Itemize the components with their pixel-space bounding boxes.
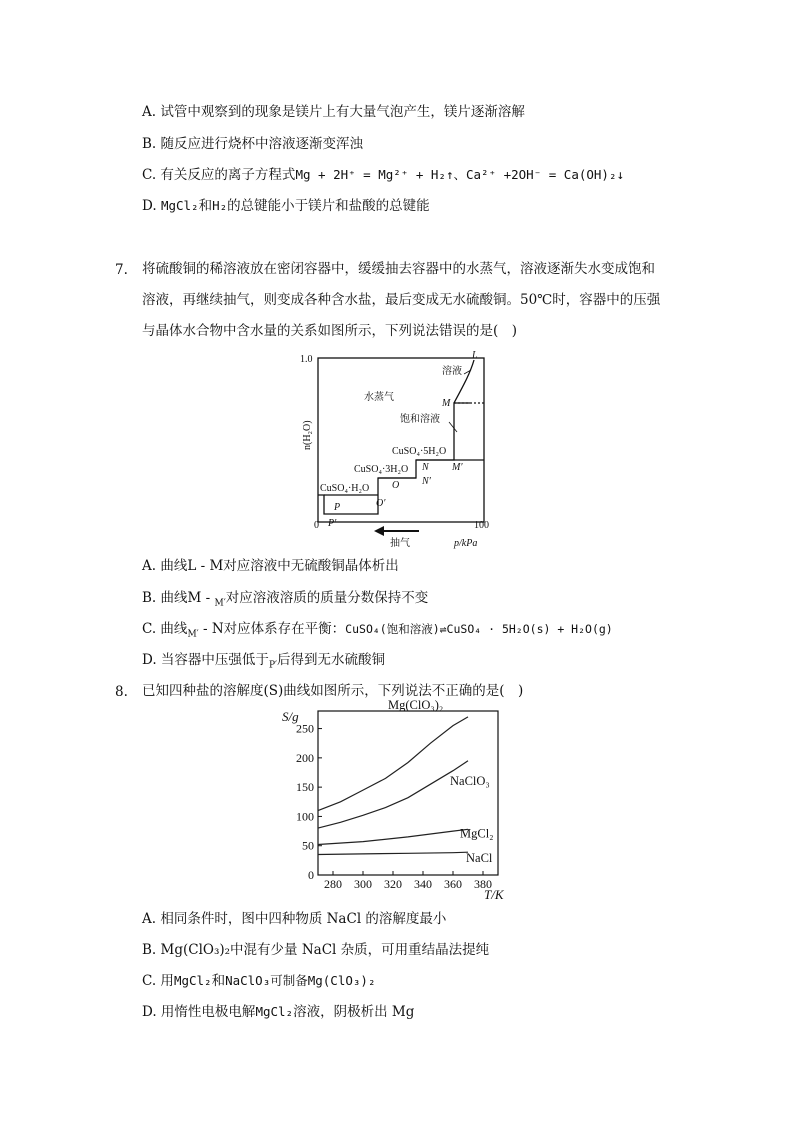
q8-option-c-pre: C. 用 bbox=[142, 973, 174, 989]
q7-option-b-pre: B. 曲线M - bbox=[142, 590, 215, 606]
q8-x-tick-label: 320 bbox=[384, 877, 402, 891]
q8-option-c bbox=[142, 972, 375, 990]
q8-option-d-f: MgCl₂ bbox=[255, 1004, 294, 1019]
q8-series-line bbox=[318, 852, 468, 854]
q8-y-tick-label: 50 bbox=[302, 838, 314, 853]
q7-label-solution: 溶液 bbox=[442, 366, 462, 377]
q6-option-d-prefix: D. bbox=[142, 198, 161, 214]
q7-x-origin: 0 bbox=[314, 520, 319, 531]
q7-label-saturated: 饱和溶液 bbox=[400, 414, 440, 425]
q7-option-c-mid: - N对应体系存在平衡： bbox=[198, 621, 346, 637]
q8-number: 8. bbox=[115, 684, 128, 700]
q7-option-c-pre: C. 曲线 bbox=[142, 621, 188, 637]
q8-option-a: A. 相同条件时，图中四种物质 NaCl 的溶解度最小 bbox=[142, 911, 447, 927]
q8-series-label: MgCl₂ bbox=[460, 826, 494, 841]
q8-stem: 已知四种盐的溶解度(S)曲线如图所示，下列说法不正确的是( ) bbox=[142, 683, 524, 699]
q8-series-label: NaClO₃ bbox=[450, 773, 490, 788]
q8-series-label: Mg(ClO₃)₂ bbox=[388, 697, 444, 712]
q7-option-c bbox=[142, 620, 613, 644]
q8-x-tick-label: 300 bbox=[354, 877, 372, 891]
q7-number: 7. bbox=[115, 262, 128, 278]
q7-stem-line3: 与晶体水合物中含水量的关系如图所示，下列说法错误的是( ) bbox=[142, 323, 518, 339]
q8-series-line bbox=[318, 717, 468, 811]
q7-label-O: O bbox=[392, 480, 400, 491]
q7-leader-saturated bbox=[449, 422, 457, 432]
q7-label-P: P bbox=[334, 502, 341, 513]
q8-option-c-mid: 和 bbox=[211, 973, 226, 989]
q6-option-c-text: C. 有关反应的离子方程式 bbox=[142, 167, 296, 183]
q7-label-L: L bbox=[472, 350, 478, 361]
q8-option-d-post: 溶液，阴极析出 Mg bbox=[293, 1004, 415, 1020]
q8-x-tick-label: 380 bbox=[474, 877, 492, 891]
q8-solubility-chart bbox=[272, 697, 520, 903]
q7-option-d-pre: D. 当容器中压强低于 bbox=[142, 652, 269, 668]
q7-label-M-prime: M′ bbox=[452, 462, 463, 473]
q7-plot-frame bbox=[318, 358, 484, 522]
q7-option-d-sub: P′ bbox=[268, 660, 278, 671]
q8-x-tick-label: 280 bbox=[324, 877, 342, 891]
q7-label-M: M bbox=[442, 398, 451, 409]
q7-stair-line bbox=[318, 403, 470, 514]
q8-series-line bbox=[318, 761, 468, 828]
q7-label-1h2o: CuSO₄·H₂O bbox=[320, 483, 370, 494]
q6-option-a: A. 试管中观察到的现象是镁片上有大量气泡产生，镁片逐渐溶解 bbox=[142, 104, 525, 120]
q7-x-max: 100 bbox=[474, 520, 489, 531]
q8-option-c-post: 可制备Mg(ClO₃)₂ bbox=[270, 973, 376, 988]
q8-x-tick-label: 360 bbox=[444, 877, 462, 891]
q7-option-b-post: 对应溶液溶质的质量分数保持不变 bbox=[225, 590, 429, 606]
q7-stem-line2: 溶液，再继续抽气，则变成各种含水盐，最后变成无水硫酸铜。50℃时，容器中的压强 bbox=[142, 292, 661, 308]
q7-label-P-prime: P′ bbox=[328, 518, 337, 529]
q7-option-c-sub: M′ bbox=[187, 629, 199, 640]
q8-y-tick-label: 0 bbox=[308, 868, 314, 882]
q7-pump-label: 抽气 bbox=[390, 538, 410, 549]
q7-label-N-prime: N′ bbox=[422, 476, 431, 487]
q8-series-label: NaCl bbox=[466, 851, 493, 866]
q6-option-d-suffix: 的总键能小于镁片和盐酸的总键能 bbox=[227, 198, 430, 214]
q7-pump-arrow bbox=[374, 526, 419, 536]
q7-label-5h2o: CuSO₄·5H₂O bbox=[392, 446, 447, 457]
q6-option-d-mid: 和 bbox=[198, 198, 213, 214]
q8-option-d bbox=[142, 1003, 414, 1021]
q7-stem-line1: 将硫酸铜的稀溶液放在密闭容器中，缓缓抽去容器中的水蒸气，溶液逐渐失水变成饱和 bbox=[142, 261, 655, 277]
q6-option-d-formula2: H₂ bbox=[212, 198, 228, 213]
q7-option-c-equation: CuSO₄(饱和溶液)⇌CuSO₄ · 5H₂O(s) + H₂O(g) bbox=[345, 622, 613, 636]
q8-option-c-f2: NaClO₃ bbox=[225, 973, 271, 988]
q6-option-c-equation: Mg + 2H⁺ = Mg²⁺ + H₂↑、Ca²⁺ +2OH⁻ = Ca(OH)₂↓ bbox=[295, 167, 625, 182]
q8-y-tick-label: 150 bbox=[296, 780, 314, 795]
q7-label-O-prime: O′ bbox=[376, 498, 386, 509]
q8-option-c-f1: MgCl₂ bbox=[173, 973, 212, 988]
q7-option-b bbox=[142, 589, 428, 613]
q8-option-b: B. Mg(ClO₃)₂中混有少量 NaCl 杂质，可用重结晶法提纯 bbox=[142, 942, 490, 958]
q7-phase-diagram bbox=[294, 352, 504, 550]
q8-option-d-pre: D. 用惰性电极电解 bbox=[142, 1004, 256, 1020]
q7-region-vapor: 水蒸气 bbox=[364, 392, 394, 403]
q8-y-tick-label: 200 bbox=[296, 750, 314, 765]
q7-y-label: n(H₂O) bbox=[302, 420, 313, 450]
q8-y-axis-label: S/g bbox=[282, 709, 299, 724]
q8-series-line bbox=[318, 829, 468, 844]
q7-option-d-post: 后得到无水硫酸铜 bbox=[277, 652, 386, 668]
q7-label-3h2o: CuSO₄·3H₂O bbox=[354, 464, 409, 475]
q7-label-N: N bbox=[422, 462, 429, 473]
q7-option-a: A. 曲线L - M对应溶液中无硫酸铜晶体析出 bbox=[142, 558, 399, 574]
q8-x-axis-label: T/K bbox=[484, 887, 504, 902]
q8-x-tick-label: 340 bbox=[414, 877, 432, 891]
q7-option-d bbox=[142, 651, 385, 675]
q7-option-b-sub: M′ bbox=[214, 598, 226, 609]
q8-y-tick-label: 100 bbox=[296, 809, 314, 824]
q7-y-top: 1.0 bbox=[300, 354, 313, 365]
q6-option-c bbox=[142, 166, 624, 184]
q8-y-tick-label: 250 bbox=[296, 721, 314, 736]
q7-x-label: p/kPa bbox=[454, 538, 478, 549]
q6-option-b: B. 随反应进行烧杯中溶液逐渐变浑浊 bbox=[142, 136, 364, 152]
q6-option-d bbox=[142, 197, 430, 215]
q6-option-d-formula1: MgCl₂ bbox=[160, 198, 199, 213]
